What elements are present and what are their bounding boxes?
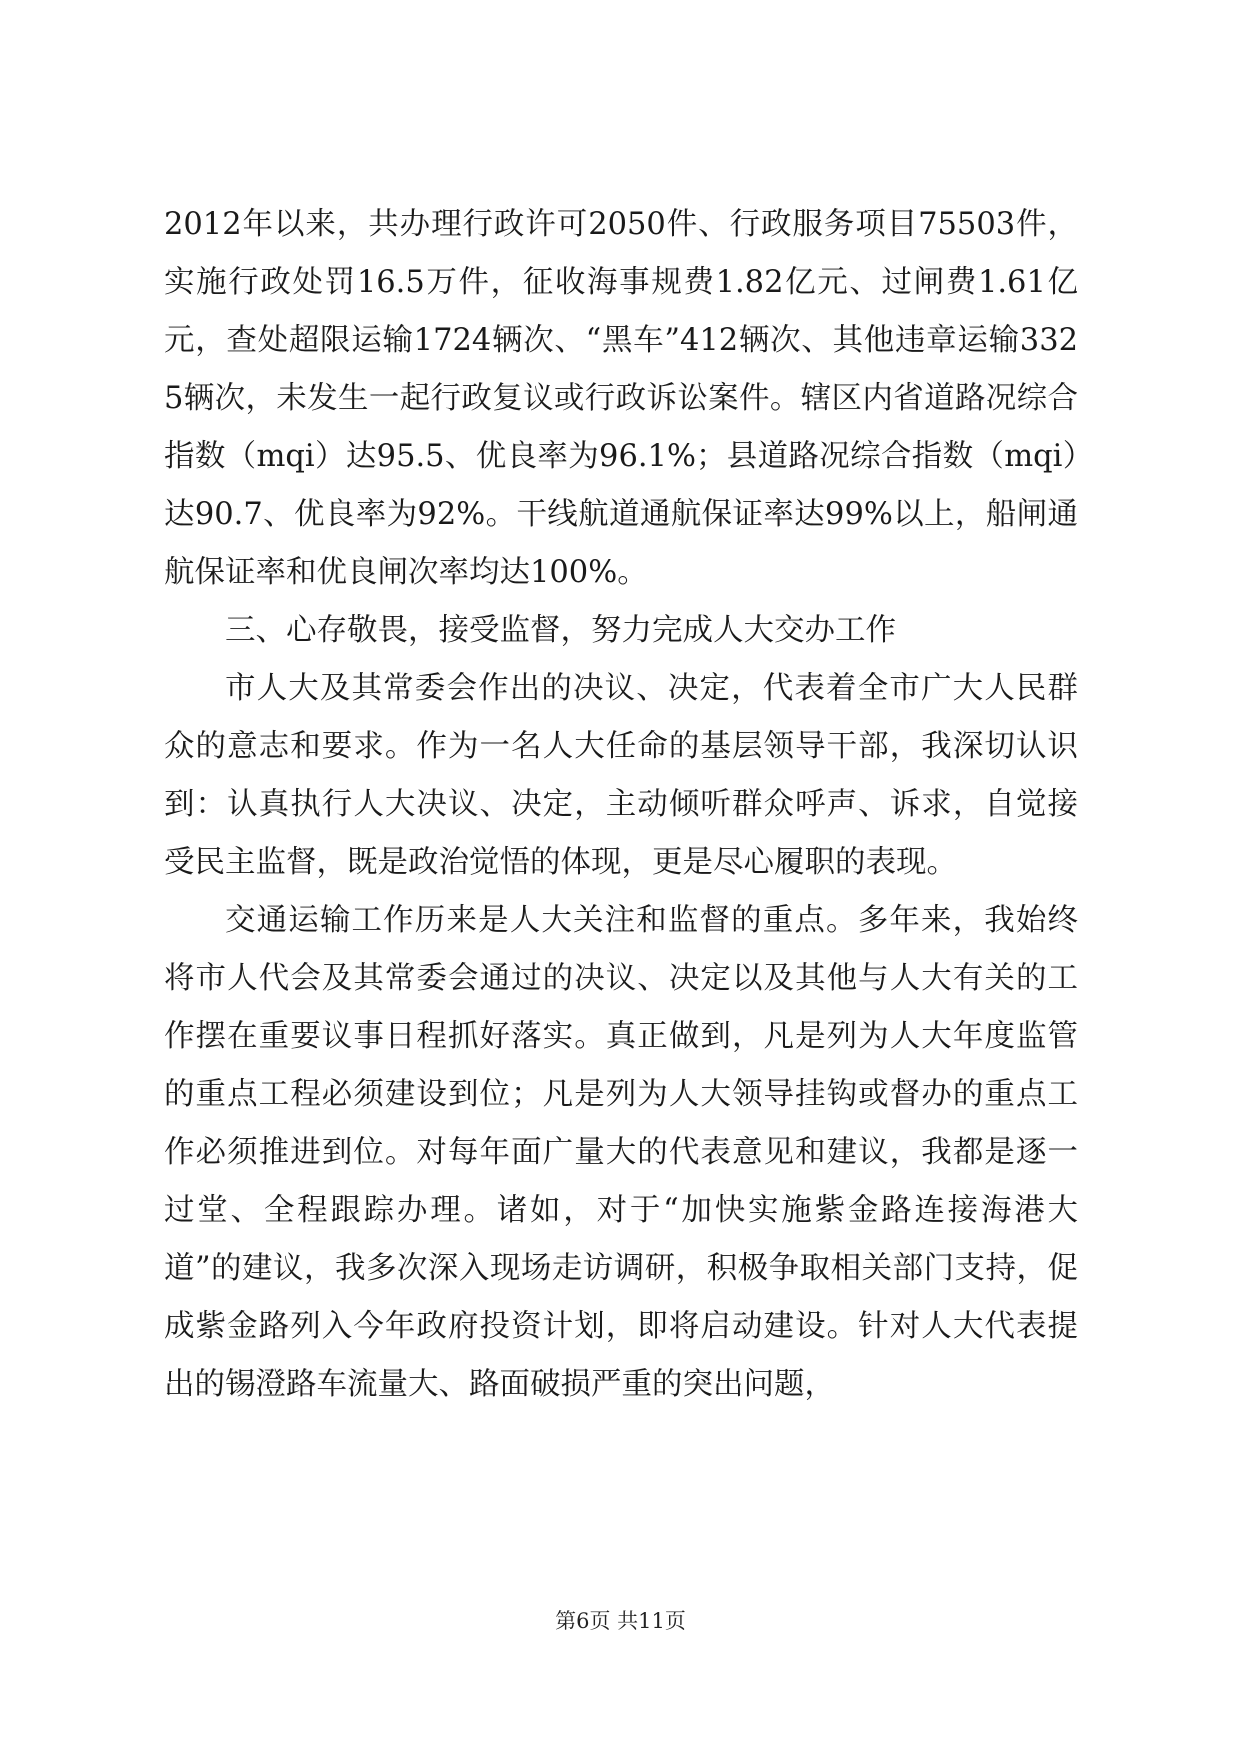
page-number-footer: 第6页 共11页 (555, 1609, 686, 1633)
section-heading-3: 三、心存敬畏，接受监督，努力完成人大交办工作 (225, 613, 896, 648)
document-body (164, 196, 1078, 1414)
paragraph-statistics: 2012年以来，共办理行政许可2050件、行政服务项目75503件，实施行政处罚16.5万件，征收海事规费1.82亿元、过闸费1.61亿元，查处超限运输1724辆次、“黑车”412辆次、其他违章运输3325辆次，未发生一起行政复议或行政诉讼案件。辖区内省道路况综合指数（mqi）达95.5、优良率为96.1%；县道路况综合指数（mqi）达90.7、优良率为92%。干线航道通航保证率达99%以上，船闸通航保证率和优良闸次率均达100%。 (164, 207, 1078, 590)
paragraph-resolutions: 市人大及其常委会作出的决议、决定，代表着全市广大人民群众的意志和要求。作为一名人大任命的基层领导干部，我深切认识到：认真执行人大决议、决定，主动倾听群众呼声、诉求，自觉接受民主监督，既是政治觉悟的体现，更是尽心履职的表现。 (164, 671, 1078, 880)
paragraph-transport-supervision: 交通运输工作历来是人大关注和监督的重点。多年来，我始终将市人代会及其常委会通过的决议、决定以及其他与人大有关的工作摆在重要议事日程抓好落实。真正做到，凡是列为人大年度监管的重点工程必须建设到位；凡是列为人大领导挂钩或督办的重点工作必须推进到位。对每年面广量大的代表意见和建议，我都是逐一过堂、全程跟踪办理。诸如，对于“加快实施紫金路连接海港大道”的建议，我多次深入现场走访调研，积极争取相关部门支持，促成紫金路列入今年政府投资计划，即将启动建设。针对人大代表提出的锡澄路车流量大、路面破损严重的突出问题， (164, 903, 1078, 1402)
